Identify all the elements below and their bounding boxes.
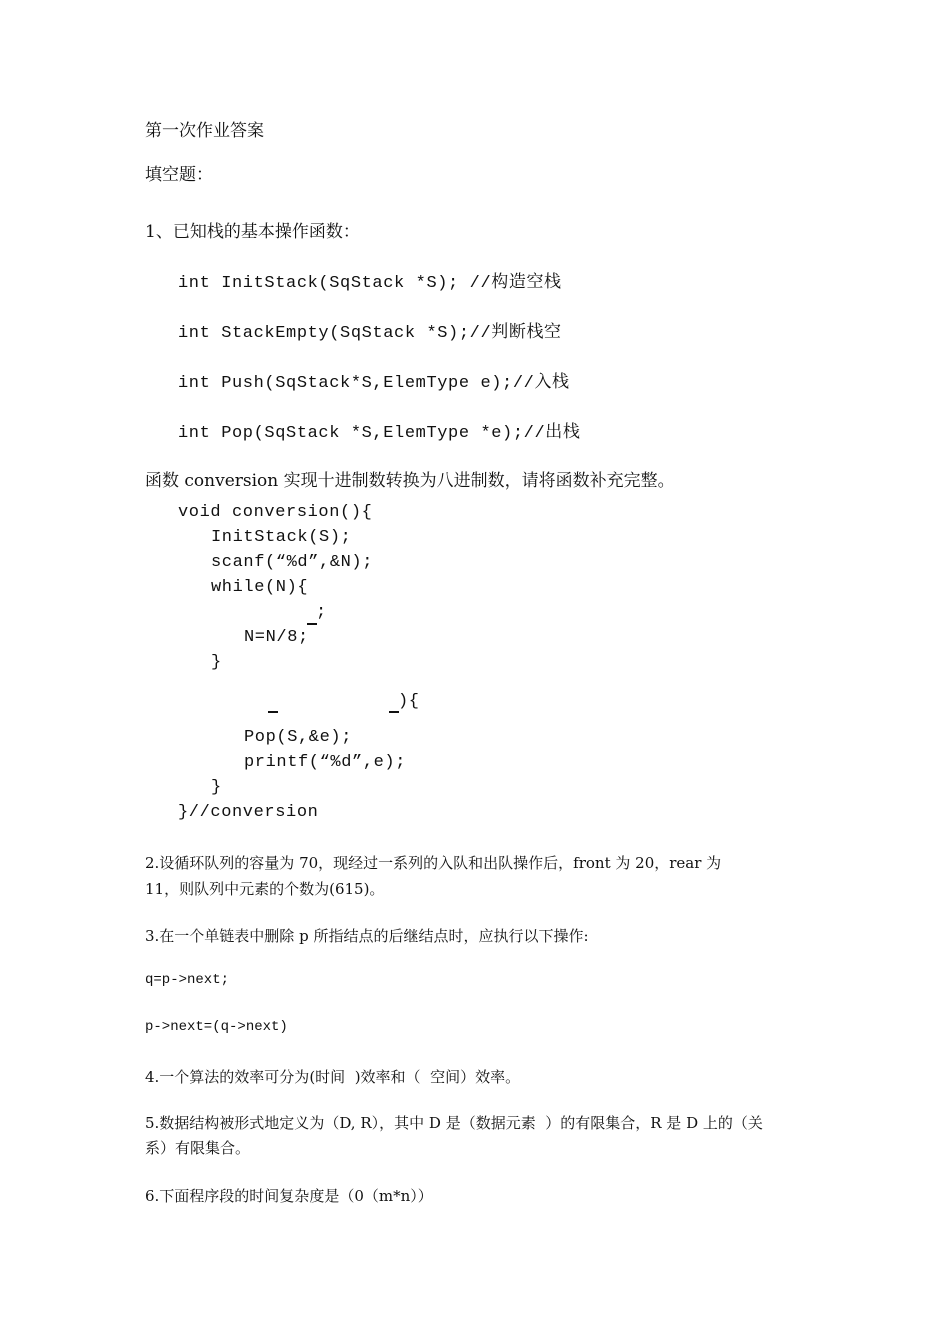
code-line-1: void conversion(){ [178,503,373,522]
q2-line-2: 11，则队列中元素的个数为(615)。 [145,880,385,898]
code-line-10: printf(“%d”,e); [244,753,407,772]
q2-line-1: 2.设循环队列的容量为 70，现经过一系列的入队和出队操作后，front 为 20，rear 为 [145,854,722,872]
q3-heading: 3.在一个单链表中删除 p 所指结点的后继结点时，应执行以下操作: [145,927,589,945]
doc-title: 第一次作业答案 [145,121,264,141]
code-line-3: scanf(“%d”,&N); [211,553,374,572]
q5-line-1: 5.数据结构被形式地定义为（D, R），其中 D 是（数据元素 ）的有限集合，R 是 D 上的（关 [145,1114,763,1132]
code-line-8: ){ [398,692,420,711]
fill-blank-2b [389,711,399,713]
code-line-4: while(N){ [211,578,309,597]
q1-func-initstack: int InitStack(SqStack *S); //构造空栈 [178,274,562,293]
q1-func-stackempty: int StackEmpty(SqStack *S);//判断栈空 [178,324,562,343]
q3-code-1: q=p->next; [145,972,230,988]
code-line-5: ; [316,603,327,622]
q3-code-2: p->next=(q->next) [145,1019,288,1035]
section-heading: 填空题： [145,165,213,185]
fill-blank-2a [268,711,278,713]
code-line-12: }//conversion [178,803,319,822]
code-line-6: N=N/8; [244,628,309,647]
q6-text: 6.下面程序段的时间复杂度是（0（m*n）） [145,1187,433,1205]
q1-func-push: int Push(SqStack*S,ElemType e);//入栈 [178,374,570,393]
code-line-11: } [211,778,222,797]
fill-blank-1 [307,623,317,625]
q5-line-2: 系）有限集合。 [145,1139,251,1157]
code-line-2: InitStack(S); [211,528,352,547]
q4-text: 4.一个算法的效率可分为(时间 )效率和（ 空间）效率。 [145,1068,521,1086]
q1-func-pop: int Pop(SqStack *S,ElemType *e);//出栈 [178,424,581,443]
code-line-9: Pop(S,&e); [244,728,353,747]
q1-heading: 1、已知栈的基本操作函数： [145,222,360,242]
q1-intro: 函数 conversion 实现十进制数转换为八进制数，请将函数补充完整。 [145,471,675,491]
code-line-7: } [211,653,222,672]
